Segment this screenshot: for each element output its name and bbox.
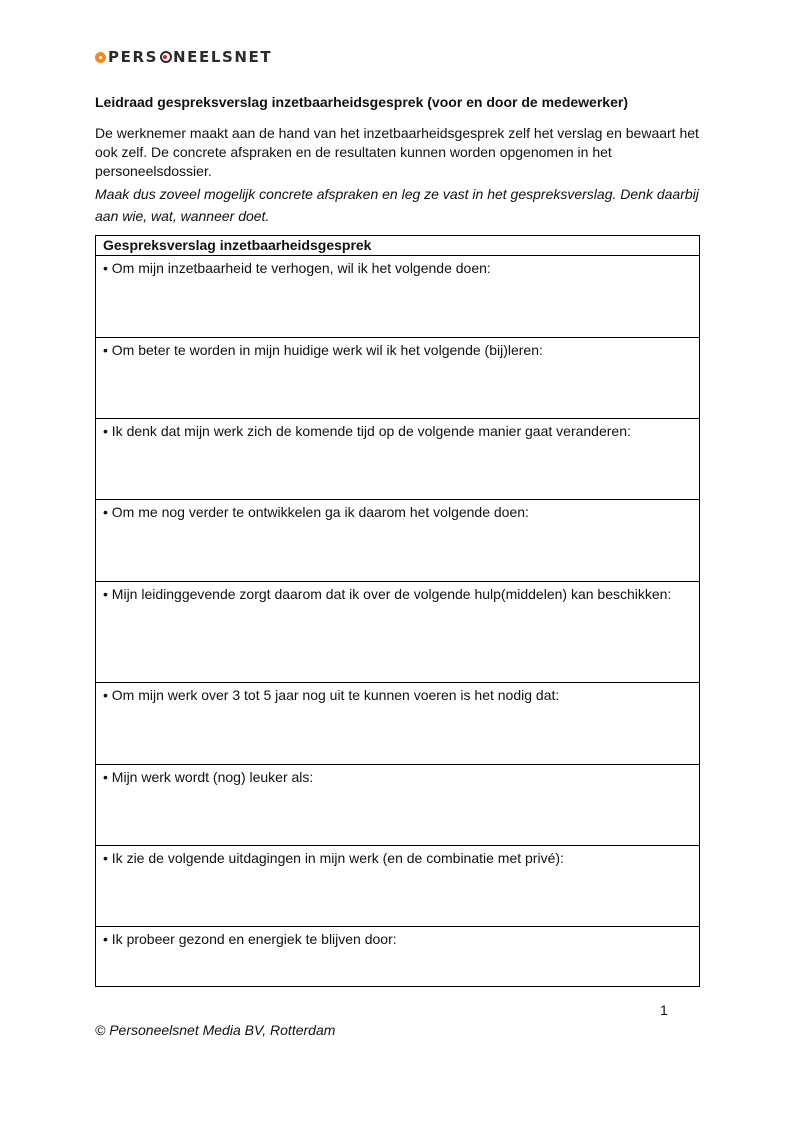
page-number: 1: [660, 1002, 668, 1018]
table-row[interactable]: • Ik zie de volgende uitdagingen in mijn werk (en de combinatie met privé):: [96, 846, 699, 927]
logo-text-end: NEELSNET: [173, 48, 273, 66]
table-row[interactable]: • Om beter te worden in mijn huidige werk wil ik het volgende (bij)leren:: [96, 338, 699, 419]
table-row[interactable]: • Om mijn werk over 3 tot 5 jaar nog uit te kunnen voeren is het nodig dat:: [96, 683, 699, 765]
intro-paragraph: De werknemer maakt aan de hand van het inzetbaarheidsgesprek zelf het verslag en bewaart het ook zelf. De concrete afspraken en de resultaten kunnen worden opgenomen in het personeelsdossier.: [95, 125, 699, 179]
logo-o-icon: [160, 51, 172, 63]
report-table: [95, 235, 700, 987]
personeelsnet-logo: [95, 47, 272, 67]
document-title: Leidraad gespreksverslag inzetbaarheidsgesprek (voor en door de medewerker): [95, 94, 628, 110]
table-row[interactable]: • Mijn leidinggevende zorgt daarom dat ik over de volgende hulp(middelen) kan beschikken:: [96, 582, 699, 683]
logo-mark-icon: [95, 52, 106, 63]
table-row[interactable]: • Ik probeer gezond en energiek te blijven door:: [103, 931, 397, 947]
table-header: Gespreksverslag inzetbaarheidsgesprek: [96, 236, 699, 256]
copyright-footer: © Personeelsnet Media BV, Rotterdam: [95, 1022, 336, 1038]
table-row[interactable]: • Om mijn inzetbaarheid te verhogen, wil ik het volgende doen:: [96, 256, 699, 338]
logo-wordmark: [108, 48, 272, 66]
instruction-note: Maak dus zoveel mogelijk concrete afspraken en leg ze vast in het gespreksverslag. Denk daarbij aan wie, wat, wanneer doet.: [95, 186, 699, 224]
table-row[interactable]: • Ik denk dat mijn werk zich de komende tijd op de volgende manier gaat veranderen:: [96, 419, 699, 500]
logo-text-start: PERS: [108, 48, 158, 66]
table-row[interactable]: • Om me nog verder te ontwikkelen ga ik daarom het volgende doen:: [96, 500, 699, 582]
table-row[interactable]: • Mijn werk wordt (nog) leuker als:: [96, 765, 699, 846]
